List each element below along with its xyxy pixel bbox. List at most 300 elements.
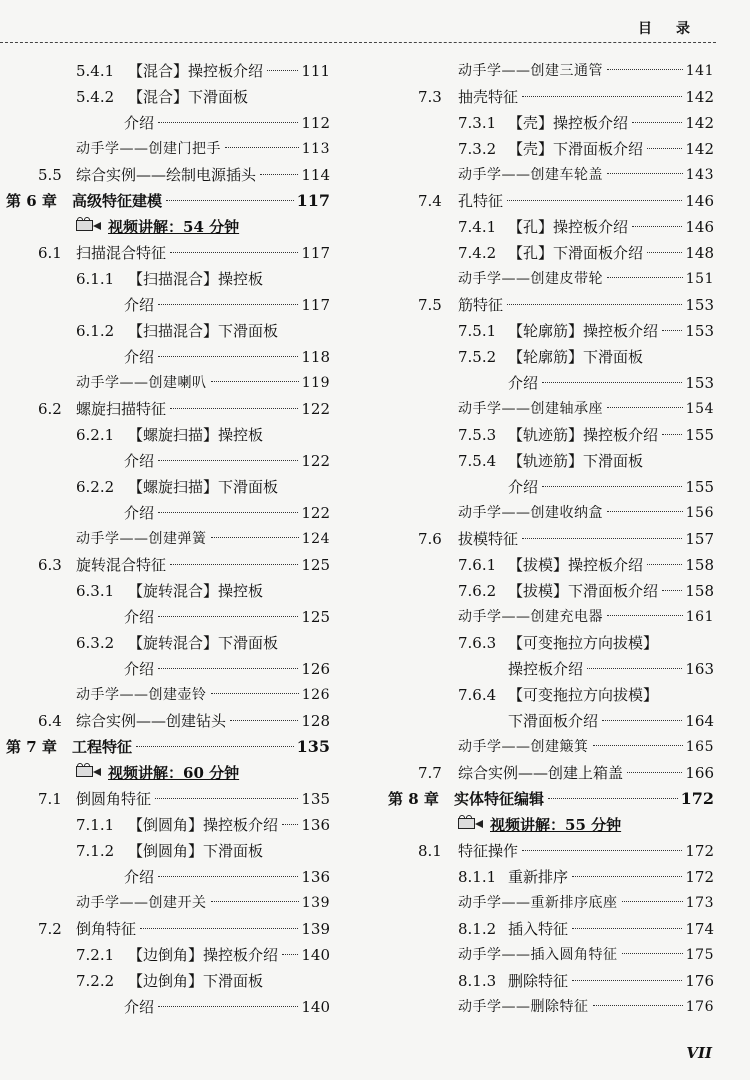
dot-leader [662,590,682,591]
toc-entry-title-row [76,682,330,708]
toc-page-number: 153 [685,296,714,314]
toc-entry-title: 【边倒角】下滑面板 [128,972,264,990]
toc-entry-number: 第 6 章 [6,192,57,210]
toc-entry-number: 7.5 [418,296,442,314]
toc-entry [388,370,714,396]
dot-leader [211,381,299,382]
toc-entry-title: 动手学——创建开关 [76,895,207,911]
toc-entry-title: 视频讲解：55 分钟 [490,816,622,834]
toc-page-number: 136 [301,816,330,834]
toc-entry [388,214,714,240]
toc-entry-number: 6.2.1 [76,426,115,444]
toc-entry-number: 7.5.4 [458,452,497,470]
dot-leader [282,954,298,955]
dot-leader [602,720,682,721]
toc-entry [0,656,330,682]
toc-entry-title-row [508,552,714,578]
toc-entry [0,292,330,318]
toc-entry [0,500,330,526]
toc-entry-title: 螺旋扫描特征 [76,400,167,418]
dot-leader [260,174,298,175]
toc-entry-title-row [76,214,239,240]
dot-leader [522,96,682,97]
toc-entry-title-row [76,136,330,162]
toc-page-number: 126 [301,687,330,703]
video-camera-icon [76,763,102,778]
toc-entry-title: 插入特征 [508,920,569,938]
toc-page-number: 165 [685,739,714,755]
toc-entry-title: 介绍 [124,660,155,678]
toc-entry-number: 5.5 [38,166,62,184]
toc-entry-title: 【螺旋扫描】下滑面板 [128,478,279,496]
toc-entry-title: 扫描混合特征 [76,244,167,262]
toc-page-number: 174 [685,920,714,938]
toc-entry-title-row [458,734,714,760]
dot-leader [211,693,299,694]
toc-entry-number: 7.2 [38,920,62,938]
toc-entry [0,552,330,578]
toc-entry-title-row [508,370,714,396]
toc-entry-number: 7.6.2 [458,582,497,600]
toc-entry-number: 7.6 [418,530,442,548]
toc-entry-title-row [124,292,330,318]
toc-entry-title-row [124,604,330,630]
toc-entry-title-row [128,266,263,292]
toc-entry-title-row [76,526,330,552]
toc-entry [388,188,714,214]
toc-entry [388,838,714,864]
toc-entry [388,422,714,448]
toc-left-column [0,58,330,1020]
toc-entry-title-row [128,838,263,864]
toc-entry-title: 【拔模】操控板介绍 [508,556,644,574]
toc-entry-title: 动手学——创建喇叭 [76,375,207,391]
dot-leader [647,252,682,253]
toc-entry-title-row [76,786,330,812]
dot-leader [507,200,682,201]
toc-entry-title: 倒角特征 [76,920,137,938]
dot-leader [607,407,683,408]
toc-entry-title-row [508,422,714,448]
toc-entry-number: 8.1 [418,842,442,860]
video-camera-icon [458,815,484,830]
toc-page-number: 163 [685,660,714,678]
dot-leader [662,330,682,331]
toc-entry-title: 【轮廓筋】操控板介绍 [508,322,659,340]
toc-entry-title-row [458,604,714,630]
toc-entry-title: 【壳】下滑面板介绍 [508,140,644,158]
toc-entry [388,968,714,994]
toc-page-number: 122 [301,400,330,418]
toc-entry-title: 介绍 [124,296,155,314]
dot-leader [136,746,294,747]
toc-entry-title: 【螺旋扫描】操控板 [128,426,264,444]
dot-leader [158,122,298,123]
toc-entry-number: 6.3.1 [76,582,115,600]
toc-entry-number: 7.3.2 [458,140,497,158]
toc-entry-title-row [458,162,714,188]
toc-entry-title-row [508,110,714,136]
toc-entry [388,240,714,266]
toc-page-number: 172 [685,842,714,860]
toc-entry-title: 【边倒角】操控板介绍 [128,946,279,964]
toc-entry-title: 高级特征建模 [72,192,163,210]
dot-leader [632,226,682,227]
toc-entry-title: 动手学——创建充电器 [458,609,603,625]
toc-entry-title-row [128,630,278,656]
toc-entry-title: 下滑面板介绍 [508,712,599,730]
toc-entry-title-row [508,474,714,500]
toc-page-number: 158 [685,582,714,600]
dot-leader [593,745,683,746]
toc-entry-number: 6.1.1 [76,270,115,288]
dot-leader [607,69,683,70]
dot-leader [158,304,298,305]
toc-entry-title: 综合实例——创建钻头 [76,712,227,730]
toc-entry-title-row [454,786,714,812]
toc-exercise-entry [388,604,714,630]
toc-entry-title: 【倒圆角】操控板介绍 [128,816,279,834]
toc-entry-title: 【旋转混合】操控板 [128,582,264,600]
toc-page-number: 143 [685,167,714,183]
dot-leader [607,511,683,512]
toc-page-number: 153 [685,374,714,392]
dot-leader [211,537,299,538]
toc-entry-number: 7.4 [418,192,442,210]
toc-entry-number: 7.1 [38,790,62,808]
toc-exercise-entry [0,370,330,396]
toc-entry [0,812,330,838]
toc-video-note [0,214,330,240]
toc-entry-number: 6.2 [38,400,62,418]
toc-entry [388,916,714,942]
toc-entry-title-row [124,344,330,370]
toc-entry-title: 介绍 [124,504,155,522]
toc-entry-title-row [76,916,330,942]
toc-entry-title: 动手学——创建轴承座 [458,401,603,417]
toc-entry-title-row [76,760,239,786]
dot-leader [158,1006,298,1007]
toc-entry-number: 7.1.2 [76,842,115,860]
toc-entry-number: 7.2.1 [76,946,115,964]
toc-exercise-entry [0,526,330,552]
toc-entry-title: 【倒圆角】下滑面板 [128,842,264,860]
dot-leader [282,824,298,825]
toc-entry-title-row [76,708,330,734]
toc-entry [388,292,714,318]
toc-exercise-entry [0,682,330,708]
dot-leader [627,772,682,773]
dot-leader [572,928,682,929]
toc-chapter-entry [0,734,330,760]
toc-page-number: 146 [685,218,714,236]
toc-entry-title: 介绍 [124,868,155,886]
toc-exercise-entry [388,396,714,422]
toc-exercise-entry [0,890,330,916]
toc-page-number: 154 [685,401,714,417]
dot-leader [140,928,298,929]
toc-entry [388,84,714,110]
toc-entry [388,552,714,578]
toc-entry [0,708,330,734]
toc-entry [388,656,714,682]
toc-entry-title: 动手学——插入圆角特征 [458,947,618,963]
toc-entry-title: 【旋转混合】下滑面板 [128,634,279,652]
toc-page-number: 172 [680,789,714,808]
toc-entry [0,968,330,994]
toc-entry-title-row [128,84,248,110]
dot-leader [593,1005,683,1006]
dot-leader [158,512,298,513]
toc-entry [0,162,330,188]
header-divider [0,42,716,43]
toc-page-number: 142 [685,114,714,132]
toc-entry-title-row [76,396,330,422]
toc-entry-title-row [508,240,714,266]
toc-page-number: 139 [301,920,330,938]
toc-entry [388,344,714,370]
toc-entry-title-row [76,552,330,578]
toc-page-number: 119 [301,375,330,391]
toc-entry [0,396,330,422]
toc-page-number: 153 [685,322,714,340]
toc-entry-title: 动手学——重新排序底座 [458,895,618,911]
toc-entry-title-row [458,396,714,422]
toc-entry [0,578,330,604]
toc-entry [388,474,714,500]
toc-entry-title-row [128,422,263,448]
toc-page-number: 117 [296,191,330,210]
toc-entry [0,916,330,942]
toc-page-number: 125 [301,608,330,626]
toc-entry-title-row [128,474,278,500]
toc-entry [0,344,330,370]
toc-entry-title-row [508,214,714,240]
dot-leader [542,486,682,487]
toc-entry-title: 动手学——创建壶铃 [76,687,207,703]
toc-page-number: 175 [685,947,714,963]
toc-page-number: 136 [301,868,330,886]
toc-entry-title-row [458,526,714,552]
toc-entry [0,422,330,448]
toc-entry-title: 介绍 [124,452,155,470]
toc-entry-title-row [508,630,658,656]
toc-page-number: 128 [301,712,330,730]
toc-entry-title-row [124,864,330,890]
toc-entry-title-row [124,500,330,526]
toc-entry-title-row [458,942,714,968]
dot-leader [158,616,298,617]
toc-entry-title-row [508,968,714,994]
toc-entry-title: 【混合】下滑面板 [128,88,249,106]
toc-entry [388,318,714,344]
video-camera-icon [76,217,102,232]
toc-entry-number: 5.4.2 [76,88,115,106]
toc-entry [0,58,330,84]
toc-entry-title-row [76,890,330,916]
dot-leader [158,356,298,357]
toc-entry-title: 【轨迹筋】操控板介绍 [508,426,659,444]
toc-page-number: 157 [685,530,714,548]
toc-page-number: 126 [301,660,330,678]
toc-entry-title: 实体特征编辑 [454,790,545,808]
toc-entry-number: 第 8 章 [388,790,439,808]
toc-entry [0,838,330,864]
toc-entry-title-row [128,58,330,84]
toc-right-column [388,58,714,1020]
toc-entry [0,786,330,812]
toc-entry-title: 重新排序 [508,868,569,886]
toc-page-number: 118 [301,348,330,366]
toc-page-number: 146 [685,192,714,210]
toc-entry [0,110,330,136]
toc-exercise-entry [388,942,714,968]
toc-page-number: 114 [301,166,330,184]
toc-entry-title: 倒圆角特征 [76,790,152,808]
toc-entry [388,578,714,604]
toc-entry-title-row [508,578,714,604]
toc-entry-title: 介绍 [124,348,155,366]
toc-entry [0,630,330,656]
toc-entry-title-row [508,448,643,474]
toc-entry-title-row [76,240,330,266]
dot-leader [170,252,298,253]
toc-page-number: 172 [685,868,714,886]
toc-entry-title: 动手学——创建皮带轮 [458,271,603,287]
toc-page-number: 140 [301,998,330,1016]
toc-page-number: 111 [301,62,330,80]
toc-page-number: 117 [301,296,330,314]
toc-entry-title-row [508,656,714,682]
toc-entry-title: 【扫描混合】下滑面板 [128,322,279,340]
toc-entry-title: 拔模特征 [458,530,519,548]
toc-entry-title-row [124,656,330,682]
toc-entry-title: 【可变拖拉方向拔模】 [508,686,659,704]
toc-entry-title-row [508,916,714,942]
toc-entry-number: 7.7 [418,764,442,782]
dot-leader [572,876,682,877]
dot-leader [542,382,682,383]
toc-entry [0,84,330,110]
toc-entry-number: 5.4.1 [76,62,115,80]
toc-entry-title-row [508,708,714,734]
toc-entry [388,682,714,708]
toc-exercise-entry [388,266,714,292]
dot-leader [607,277,683,278]
toc-page-number: 141 [685,63,714,79]
toc-entry-title-row [508,864,714,890]
toc-page-number: 117 [301,244,330,262]
dot-leader [155,798,298,799]
toc-entry-title: 【扫描混合】操控板 [128,270,264,288]
toc-entry-title: 视频讲解：54 分钟 [108,218,240,236]
toc-entry [0,864,330,890]
toc-entry [388,708,714,734]
dot-leader [662,434,682,435]
toc-page-number: 112 [301,114,330,132]
toc-entry-title: 介绍 [508,478,539,496]
toc-entry-title-row [128,968,263,994]
dot-leader [632,122,682,123]
toc-entry-title: 特征操作 [458,842,519,860]
toc-entry-title: 介绍 [124,114,155,132]
toc-entry-number: 8.1.3 [458,972,497,990]
toc-entry-number: 8.1.2 [458,920,497,938]
toc-entry-title: 【轨迹筋】下滑面板 [508,452,644,470]
toc-entry-title-row [128,318,278,344]
toc-page-number: 151 [685,271,714,287]
dot-leader [572,980,682,981]
toc-page-number: 158 [685,556,714,574]
toc-entry-title-row [458,500,714,526]
toc-entry-number: 6.3 [38,556,62,574]
toc-page-number: 135 [301,790,330,808]
toc-entry-title-row [508,136,714,162]
toc-entry-title: 视频讲解：60 分钟 [108,764,240,782]
toc-page-number: 124 [301,531,330,547]
toc-page-number: 173 [685,895,714,911]
toc-entry-title-row [76,162,330,188]
dot-leader [158,668,298,669]
toc-page-number: 122 [301,452,330,470]
dot-leader [166,200,294,201]
dot-leader [522,538,682,539]
toc-chapter-entry [388,786,714,812]
toc-entry-title-row [458,994,714,1020]
toc-entry-number: 7.2.2 [76,972,115,990]
toc-exercise-entry [388,162,714,188]
toc-entry-title: 【孔】操控板介绍 [508,218,629,236]
toc-entry-title: 动手学——创建簸箕 [458,739,589,755]
page-number: VII [686,1044,712,1062]
toc-entry-title: 介绍 [508,374,539,392]
toc-entry [388,448,714,474]
toc-page-number: 122 [301,504,330,522]
toc-page-number: 155 [685,426,714,444]
toc-entry-title-row [508,318,714,344]
toc-entry [0,474,330,500]
toc-entry-title: 动手学——创建三通管 [458,63,603,79]
toc-page-number: 142 [685,88,714,106]
toc-page-number: 156 [685,505,714,521]
toc-exercise-entry [388,890,714,916]
toc-entry-title: 【轮廓筋】下滑面板 [508,348,644,366]
dot-leader [158,460,298,461]
toc-entry-title-row [458,812,621,838]
toc-exercise-entry [388,734,714,760]
toc-entry-title: 筋特征 [458,296,504,314]
page-header [0,0,750,44]
toc-entry [388,760,714,786]
dot-leader [607,615,683,616]
toc-entry-title: 介绍 [124,998,155,1016]
toc-entry-title-row [76,370,330,396]
toc-page-number: 176 [685,972,714,990]
toc-entry-title: 动手学——删除特征 [458,999,589,1015]
toc-entry [0,604,330,630]
dot-leader [225,147,299,148]
toc-page-number: 125 [301,556,330,574]
toc-entry-title-row [72,188,330,214]
toc-entry-title: 【可变拖拉方向拔模】 [508,634,659,652]
toc-entry-title: 孔特征 [458,192,504,210]
toc-page-number: 176 [685,999,714,1015]
dot-leader [170,564,298,565]
toc-entry-title: 操控板介绍 [508,660,584,678]
toc-entry-number: 7.1.1 [76,816,115,834]
toc-entry-number: 6.2.2 [76,478,115,496]
toc-exercise-entry [388,994,714,1020]
